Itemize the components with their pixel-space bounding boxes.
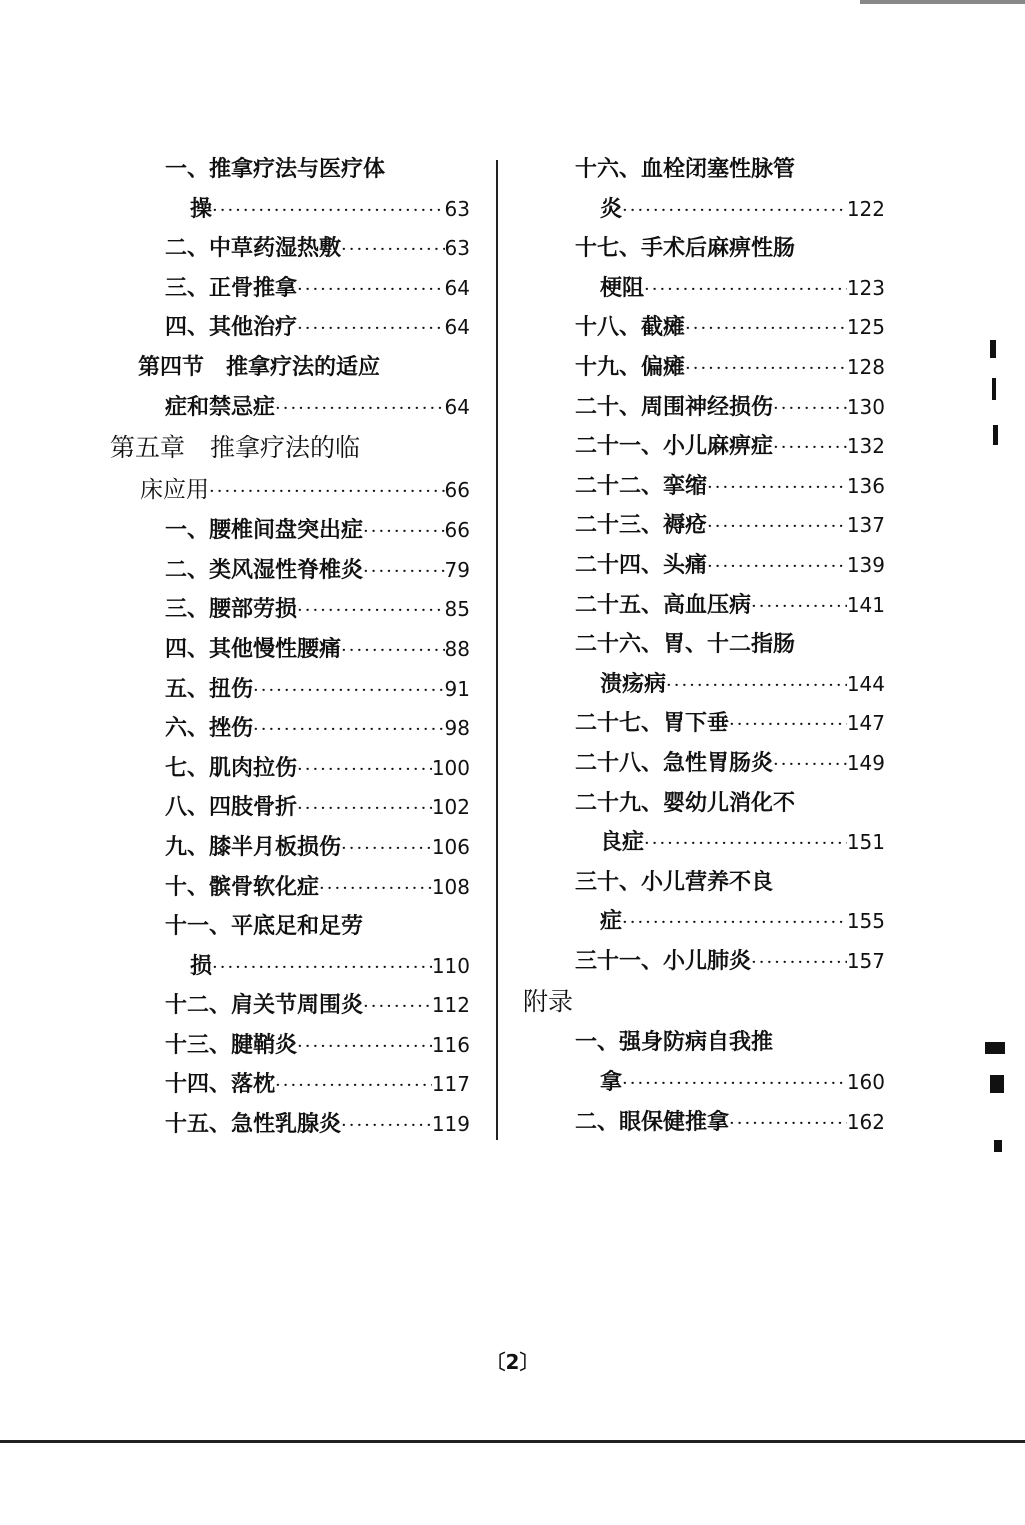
- toc-entry-page: 125: [846, 315, 885, 340]
- dot-leader: [622, 903, 847, 943]
- toc-entry-title: 症和禁忌症: [165, 393, 276, 420]
- toc-entry: [110, 630, 470, 670]
- toc-entry-page: 157: [846, 948, 885, 973]
- toc-entry: [110, 986, 470, 1026]
- toc-entry: [110, 670, 470, 710]
- toc-entry: [520, 427, 885, 467]
- toc-entry: [520, 467, 885, 507]
- toc-entry: [520, 269, 885, 309]
- toc-entry-title: 十一、平底足和足劳: [165, 913, 364, 940]
- toc-entry: [110, 1105, 470, 1145]
- dot-leader: [622, 1064, 847, 1104]
- toc-entry-page: 102: [431, 795, 470, 820]
- toc-entry-title: 二十六、胃、十二指肠: [575, 631, 796, 658]
- toc-entry-title: 床应用: [140, 477, 209, 504]
- toc-entry-title: 六、挫伤: [165, 715, 254, 742]
- scan-mark: [994, 1140, 1002, 1152]
- toc-entry-page: 144: [846, 671, 885, 696]
- dot-leader: [685, 349, 847, 389]
- dot-leader: [297, 1027, 432, 1067]
- dot-leader: [253, 671, 445, 711]
- toc-entry: [520, 1023, 885, 1063]
- toc-entry-title: 附录: [523, 987, 574, 1017]
- toc-entry-title: 操: [190, 195, 213, 222]
- toc-entry-title: 二、眼保健推拿: [575, 1108, 730, 1135]
- toc-entry: [110, 788, 470, 828]
- toc-entry: [110, 427, 470, 469]
- dot-leader: [622, 191, 847, 231]
- toc-entry: [110, 388, 470, 428]
- toc-entry: [110, 229, 470, 269]
- toc-entry-title: 二十九、婴幼儿消化不: [575, 789, 796, 816]
- toc-entry: [110, 947, 470, 987]
- toc-entry-title: 症: [600, 908, 623, 935]
- toc-entry-title: 损: [190, 952, 213, 979]
- dot-leader: [773, 389, 847, 429]
- toc-entry-page: 141: [846, 592, 885, 617]
- toc-entry: [110, 590, 470, 630]
- toc-entry-title: 十六、血栓闭塞性脉管: [575, 156, 796, 182]
- dot-leader: [253, 710, 445, 750]
- toc-entry-page: 130: [846, 394, 885, 419]
- toc-entry-page: 79: [444, 557, 470, 582]
- toc-entry-page: 147: [846, 711, 885, 736]
- toc-entry: [110, 551, 470, 591]
- toc-entry-title: 梗阻: [600, 274, 645, 301]
- toc-entry-page: 66: [444, 478, 470, 503]
- dot-leader: [297, 309, 445, 349]
- toc-entry: [110, 269, 470, 309]
- toc-entry: [110, 469, 470, 511]
- toc-entry-page: 123: [846, 275, 885, 300]
- toc-entry-title: 二十五、高血压病: [575, 591, 752, 618]
- scan-mark: [993, 425, 998, 445]
- toc-entry-title: 第五章 推拿疗法的临: [110, 433, 361, 463]
- toc-entry-page: 132: [846, 434, 885, 459]
- toc-entry-page: 155: [846, 909, 885, 934]
- toc-entry-title: 二十三、褥疮: [575, 512, 708, 539]
- toc-entry-title: 第四节 推拿疗法的适应: [138, 353, 381, 380]
- dot-leader: [297, 789, 432, 829]
- dot-leader: [685, 309, 847, 349]
- toc-entry: [110, 150, 470, 190]
- toc-entry: [520, 546, 885, 586]
- toc-entry-title: 四、其他慢性腰痛: [165, 635, 342, 662]
- toc-entry: [110, 709, 470, 749]
- scan-mark: [990, 1075, 1004, 1093]
- toc-entry-title: 十九、偏瘫: [575, 353, 686, 380]
- dot-leader: [707, 468, 847, 508]
- toc-entry: [110, 1065, 470, 1105]
- toc-entry-page: 91: [444, 676, 470, 701]
- toc-entry-page: 139: [846, 552, 885, 577]
- toc-entry-page: 108: [431, 874, 470, 899]
- toc-entry-title: 十八、截瘫: [575, 314, 686, 341]
- toc-entry-page: 64: [444, 394, 470, 419]
- dot-leader: [275, 389, 445, 429]
- scan-smudge: [860, 0, 1025, 4]
- toc-entry-title: 三十、小儿营养不良: [575, 868, 774, 895]
- toc-entry: [110, 868, 470, 908]
- dot-leader: [297, 591, 445, 631]
- toc-entry-page: 137: [846, 513, 885, 538]
- toc-entry-title: 十五、急性乳腺炎: [165, 1111, 342, 1138]
- dot-leader: [773, 428, 847, 468]
- column-divider: [496, 160, 498, 1140]
- dot-leader: [644, 270, 847, 310]
- dot-leader: [341, 1106, 432, 1146]
- dot-leader: [707, 507, 847, 547]
- dot-leader: [751, 943, 847, 983]
- dot-leader: [209, 471, 445, 513]
- toc-entry-title: 良症: [600, 829, 645, 856]
- toc-entry-page: 63: [444, 196, 470, 221]
- dot-leader: [729, 1104, 847, 1144]
- toc-entry: [110, 828, 470, 868]
- toc-entry: [520, 229, 885, 269]
- toc-left-column: [110, 150, 470, 1145]
- scan-mark: [992, 378, 996, 400]
- toc-entry-title: 十七、手术后麻痹性肠: [575, 235, 796, 262]
- dot-leader: [319, 869, 432, 909]
- dot-leader: [212, 948, 432, 988]
- toc-entry-title: 八、四肢骨折: [165, 794, 298, 821]
- toc-entry-page: 66: [444, 518, 470, 543]
- toc-entry: [110, 1026, 470, 1066]
- toc-entry: [520, 744, 885, 784]
- toc-entry-title: 溃疡病: [600, 670, 667, 697]
- toc-entry-title: 三、腰部劳损: [165, 596, 298, 623]
- toc-entry-title: 二十、周围神经损伤: [575, 393, 774, 420]
- toc-entry-title: 一、腰椎间盘突出症: [165, 517, 364, 544]
- dot-leader: [773, 745, 847, 785]
- toc-entry: [110, 511, 470, 551]
- toc-entry-page: 119: [431, 1112, 470, 1137]
- toc-entry-title: 七、肌肉拉伤: [165, 754, 298, 781]
- toc-entry-title: 二十七、胃下垂: [575, 710, 730, 737]
- scan-mark: [990, 340, 996, 358]
- toc-entry: [520, 1063, 885, 1103]
- toc-entry: [520, 704, 885, 744]
- toc-entry-page: 98: [444, 716, 470, 741]
- toc-entry: [520, 902, 885, 942]
- toc-entry: [520, 625, 885, 665]
- toc-entry: [520, 784, 885, 824]
- toc-entry-title: 四、其他治疗: [165, 314, 298, 341]
- toc-entry-title: 二、类风湿性脊椎炎: [165, 556, 364, 583]
- toc-entry-title: 十二、肩关节周围炎: [165, 992, 364, 1019]
- toc-entry-page: 63: [444, 236, 470, 261]
- scan-mark: [985, 1042, 1005, 1054]
- page-number: 〔2〕: [485, 1350, 540, 1374]
- toc-entry-title: 炎: [600, 195, 623, 222]
- dot-leader: [212, 191, 445, 231]
- toc-entry-page: 88: [444, 636, 470, 661]
- toc-entry: [520, 348, 885, 388]
- toc-entry-title: 拿: [600, 1069, 623, 1096]
- toc-entry: [110, 308, 470, 348]
- toc-entry-page: 122: [846, 196, 885, 221]
- toc-entry-page: 117: [431, 1072, 470, 1097]
- toc-entry-title: 二十四、头痛: [575, 551, 708, 578]
- toc-entry: [520, 823, 885, 863]
- dot-leader: [275, 1066, 432, 1106]
- toc-entry-title: 二十二、挛缩: [575, 472, 708, 499]
- toc-entry-page: 100: [431, 755, 470, 780]
- toc-entry: [110, 907, 470, 947]
- toc-entry-page: 110: [431, 953, 470, 978]
- toc-entry-page: 64: [444, 315, 470, 340]
- dot-leader: [363, 512, 445, 552]
- toc-entry-title: 十、髌骨软化症: [165, 873, 320, 900]
- dot-leader: [751, 587, 847, 627]
- toc-entry-page: 85: [444, 597, 470, 622]
- toc-entry-title: 二、中草药湿热敷: [165, 235, 342, 262]
- toc-entry: [520, 308, 885, 348]
- toc-entry-title: 二十一、小儿麻痹症: [575, 433, 774, 460]
- dot-leader: [729, 705, 847, 745]
- dot-leader: [363, 552, 445, 592]
- bottom-rule: [0, 1440, 1025, 1443]
- toc-entry-page: 112: [431, 993, 470, 1018]
- toc-entry: [520, 150, 885, 190]
- toc-entry-page: 149: [846, 750, 885, 775]
- dot-leader: [341, 230, 445, 270]
- toc-entry: [520, 981, 885, 1023]
- dot-leader: [341, 631, 445, 671]
- toc-entry-title: 十三、腱鞘炎: [165, 1031, 298, 1058]
- toc-entry: [110, 749, 470, 789]
- toc-entry-page: 116: [431, 1032, 470, 1057]
- toc-entry-page: 64: [444, 275, 470, 300]
- toc-entry: [520, 586, 885, 626]
- toc-entry-page: 136: [846, 473, 885, 498]
- dot-leader: [297, 270, 445, 310]
- toc-entry-title: 九、膝半月板损伤: [165, 833, 342, 860]
- toc-entry-page: 160: [846, 1070, 885, 1095]
- toc-entry-page: 106: [431, 834, 470, 859]
- dot-leader: [666, 666, 847, 706]
- toc-entry-title: 三十一、小儿肺炎: [575, 947, 752, 974]
- toc-entry-title: 一、推拿疗法与医疗体: [165, 156, 386, 182]
- toc-entry: [520, 942, 885, 982]
- dot-leader: [341, 829, 432, 869]
- toc-entry: [520, 190, 885, 230]
- dot-leader: [363, 987, 432, 1027]
- toc-entry-title: 一、强身防病自我推: [575, 1029, 774, 1056]
- toc-entry-page: 151: [846, 830, 885, 855]
- toc-entry: [110, 348, 470, 388]
- dot-leader: [644, 824, 847, 864]
- toc-right-column: [520, 150, 885, 1142]
- toc-entry: [520, 665, 885, 705]
- toc-entry-title: 十四、落枕: [165, 1071, 276, 1098]
- toc-entry: [520, 506, 885, 546]
- toc-entry-title: 二十八、急性胃肠炎: [575, 749, 774, 776]
- toc-entry-page: 162: [846, 1109, 885, 1134]
- toc-entry-title: 三、正骨推拿: [165, 274, 298, 301]
- toc-entry: [110, 190, 470, 230]
- toc-entry-title: 五、扭伤: [165, 675, 254, 702]
- toc-entry: [520, 863, 885, 903]
- toc-entry: [520, 1103, 885, 1143]
- dot-leader: [707, 547, 847, 587]
- dot-leader: [297, 750, 432, 790]
- toc-entry: [520, 388, 885, 428]
- toc-entry-page: 128: [846, 354, 885, 379]
